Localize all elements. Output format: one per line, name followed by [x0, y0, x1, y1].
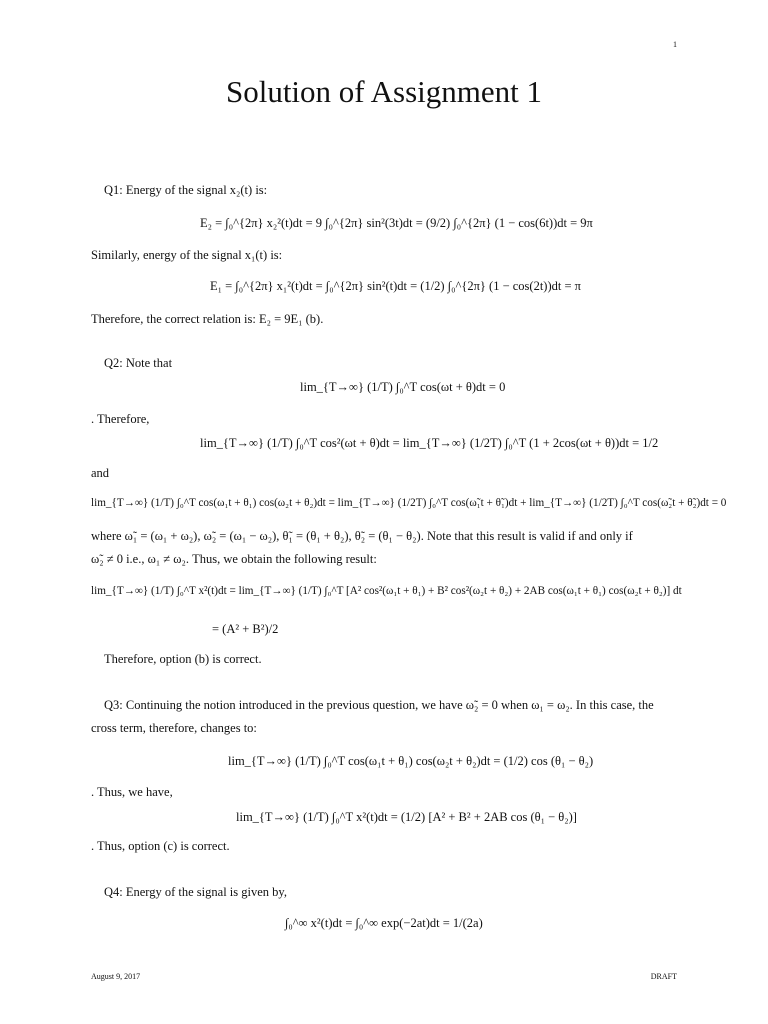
q1-intro: Q1: Energy of the signal x₂(t) is: — [104, 183, 268, 197]
q2-equation-3: lim_{T→∞} (1/T) ∫₀^T cos(ω₁t + θ₁) cos(ω₂t + θ₂)dt = lim_{T→∞} (1/2T) ∫₀^T cos(ω̃₁t + θ̃₁)dt + lim_{T→∞} (1/2T) ∫₀^T cos(ω̃₂t + θ̃₂)dt = 0 — [91, 497, 727, 509]
q2-equation-4: lim_{T→∞} (1/T) ∫₀^T x²(t)dt = lim_{T→∞} (1/T) ∫₀^T [A² cos²(ω₁t + θ₁) + B² cos²(ω₂t + θ₂) + 2AB cos(ω₁t + θ₁) cos(ω₂t + θ₂)] dt — [91, 585, 682, 597]
q2-where-line-1: where ω̃₁ = (ω₁ + ω₂), ω̃₂ = (ω₁ − ω₂), θ̃₁ = (θ₁ + θ₂), θ̃₂ = (θ₁ − θ₂). Note that this result is valid if and only if — [91, 529, 633, 543]
q2-equation-5: = (A² + B²)/2 — [212, 622, 279, 636]
page-title: Solution of Assignment 1 — [225, 74, 543, 109]
q3-equation-1: lim_{T→∞} (1/T) ∫₀^T cos(ω₁t + θ₁) cos(ω₂t + θ₂)dt = (1/2) cos (θ₁ − θ₂) — [228, 754, 594, 768]
q2-equation-2: lim_{T→∞} (1/T) ∫₀^T cos²(ωt + θ)dt = lim_{T→∞} (1/2T) ∫₀^T (1 + 2cos(ωt + θ))dt = 1/2 — [200, 436, 659, 450]
q4-intro: Q4: Energy of the signal is given by, — [104, 885, 287, 899]
footer-date: August 9, 2017 — [91, 972, 141, 981]
q4-equation-1: ∫₀^∞ x²(t)dt = ∫₀^∞ exp(−2at)dt = 1/(2a) — [285, 916, 483, 930]
q1-conclusion: Therefore, the correct relation is: E₂ = 9E₁ (b). — [91, 312, 324, 326]
q2-where-line-2: ω̃₂ ≠ 0 i.e., ω₁ ≠ ω₂. Thus, we obtain the following result: — [91, 552, 377, 566]
q3-thus: . Thus, we have, — [91, 785, 173, 799]
q1-similarly: Similarly, energy of the signal x₁(t) is: — [91, 248, 283, 262]
q2-equation-1: lim_{T→∞} (1/T) ∫₀^T cos(ωt + θ)dt = 0 — [300, 380, 506, 394]
q3-equation-2: lim_{T→∞} (1/T) ∫₀^T x²(t)dt = (1/2) [A² + B² + 2AB cos (θ₁ − θ₂)] — [236, 810, 577, 824]
q2-intro: Q2: Note that — [104, 356, 173, 370]
q2-and: and — [91, 466, 110, 480]
q3-intro-line-2: cross term, therefore, changes to: — [91, 721, 257, 735]
q1-equation-e1: E₁ = ∫₀^{2π} x₁²(t)dt = ∫₀^{2π} sin²(t)dt = (1/2) ∫₀^{2π} (1 − cos(2t))dt = π — [210, 279, 581, 293]
q3-conclusion: . Thus, option (c) is correct. — [91, 839, 230, 853]
q3-intro-line-1: Q3: Continuing the notion introduced in the previous question, we have ω̃₂ = 0 when ω₁ = ω₂. In this case, the — [104, 698, 654, 712]
page-number: 1 — [673, 40, 677, 49]
q2-therefore: . Therefore, — [91, 412, 150, 426]
q2-conclusion: Therefore, option (b) is correct. — [104, 652, 262, 666]
footer-status: DRAFT — [650, 972, 677, 981]
q1-equation-e2: E₂ = ∫₀^{2π} x₂²(t)dt = 9 ∫₀^{2π} sin²(3t)dt = (9/2) ∫₀^{2π} (1 − cos(6t))dt = 9π — [200, 216, 593, 230]
